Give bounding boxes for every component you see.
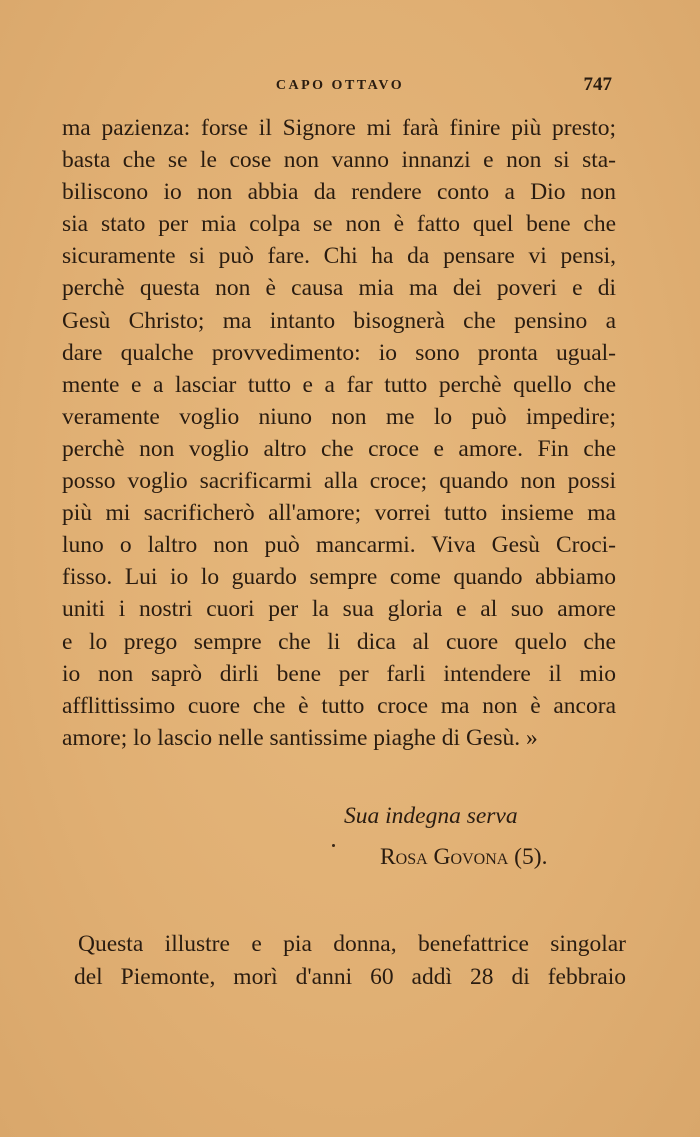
text-line: più mi sacrificherò all'amore; vorrei tutto insieme ma [62, 500, 616, 527]
closing-salutation: Sua indegna serva [344, 803, 518, 829]
text-line: sicuramente si può fare. Chi ha da pensare vi pensi, [62, 243, 616, 270]
text-line: io non saprò dirli bene per farli intendere il mio [62, 660, 616, 687]
text-line: del Piemonte, morì d'anni 60 addì 28 di febbraio [74, 964, 626, 990]
next-paragraph-first-line [78, 928, 626, 960]
text-line: perchè questa non è causa mia ma dei poveri e di [62, 275, 616, 302]
text-line: Gesù Christo; ma intanto bisognerà che pensino a [62, 307, 616, 334]
text-line: veramente voglio niuno non me lo può impedire; [62, 403, 616, 430]
stray-mark [332, 844, 335, 847]
text-line: uniti i nostri cuori per la sua gloria e al suo amore [62, 596, 616, 623]
text-line: basta che se le cose non vanno innanzi e non si sta- [62, 147, 616, 174]
text-line: perchè non voglio altro che croce e amore. Fin che [62, 435, 616, 462]
text-line: posso voglio sacrificarmi alla croce; quando non possi [62, 468, 616, 495]
text-line: dare qualche provvedimento: io sono pronta ugual- [62, 339, 616, 366]
text-line: fisso. Lui io lo guardo sempre come quando abbiamo [62, 564, 616, 591]
text-line: ma pazienza: forse il Signore mi farà finire più presto; [62, 115, 616, 141]
signature: Rosa Govona (5). [380, 844, 548, 870]
text-line: mente e a lasciar tutto e a far tutto perchè quello che [62, 371, 616, 398]
page-header [60, 74, 620, 98]
text-line: biliscono io non abbia da rendere conto a Dio non [62, 179, 616, 206]
text-line: afflittissimo cuore che è tutto croce ma non è ancora [62, 692, 616, 719]
page-number: 747 [583, 74, 612, 95]
letter-body [62, 112, 616, 754]
next-paragraph-second-line [74, 961, 626, 993]
text-line-last: amore; lo lascio nelle santissime piaghe di Gesù. » [62, 724, 538, 751]
text-line: luno o laltro non può mancarmi. Viva Gesù Croci- [62, 532, 616, 559]
text-line: Questa illustre e pia donna, benefattrice singolar [78, 931, 626, 957]
text-line: sia stato per mia colpa se non è fatto quel bene che [62, 211, 616, 238]
text-line: e lo prego sempre che li dica al cuore quelo che [62, 628, 616, 655]
running-head: CAPO OTTAVO [275, 78, 405, 93]
